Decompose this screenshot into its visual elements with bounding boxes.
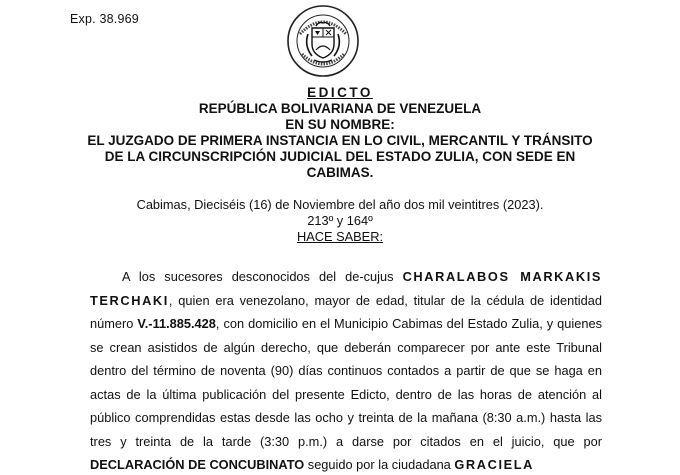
- body-text-2: , quien era venezolano, mayor de edad, titular de la cédula de identidad número: [90, 292, 602, 331]
- decedent-name: CHARALABOS MARKAKIS TERCHAKI: [90, 269, 602, 308]
- edict-title: EDICTO: [307, 85, 373, 100]
- edict-body-paragraph: [90, 265, 602, 475]
- hace-saber-heading: HACE SABER:: [296, 229, 384, 244]
- venezuela-coat-of-arms-seal-icon: [286, 4, 360, 78]
- heading-court-line-3: CABIMAS.: [306, 165, 374, 180]
- heading-court-line-2: DE LA CIRCUNSCRIPCIÓN JUDICIAL DEL ESTADO ZULIA, CON SEDE EN: [104, 149, 576, 164]
- body-text-1: A los sucesores desconocidos del de-cujus: [122, 269, 403, 284]
- plaintiff-name: GRACIELA: [454, 457, 534, 472]
- heading-court-line-1: EL JUZGADO DE PRIMERA INSTANCIA EN LO CIVIL, MERCANTIL Y TRÁNSITO: [87, 133, 593, 148]
- body-text-4: seguido por la ciudadana: [304, 457, 455, 472]
- body-text-3: , con domicilio en el Municipio Cabimas del Estado Zulia, y quienes se crean asistidos de algún derecho, que deberán comparecer por ante este Tribunal dentro del término de noventa (90) días continuos contados a partir de que se haga en actas de la última publicación del presente Edicto, dentro de las horas de atención al público comprendidas estas desde las ocho y treinta de la mañana (8:30 a.m.) hasta las tres y treinta de la tarde (3:30 p.m.) a darse por citados en el juicio, que por: [90, 316, 602, 449]
- date-line: Cabimas, Dieciséis (16) de Noviembre del año dos mil veintitres (2023).: [136, 197, 544, 212]
- cedula-number: V.-11.885.428: [137, 316, 216, 331]
- heading-republic: REPÚBLICA BOLIVARIANA DE VENEZUELA: [198, 101, 482, 116]
- case-type: DECLARACIÓN DE CONCUBINATO: [90, 457, 305, 472]
- independence-years: 213º y 164º: [307, 213, 373, 228]
- expediente-number: Exp. 38.969: [70, 12, 139, 26]
- heading-in-its-name: EN SU NOMBRE:: [285, 117, 395, 132]
